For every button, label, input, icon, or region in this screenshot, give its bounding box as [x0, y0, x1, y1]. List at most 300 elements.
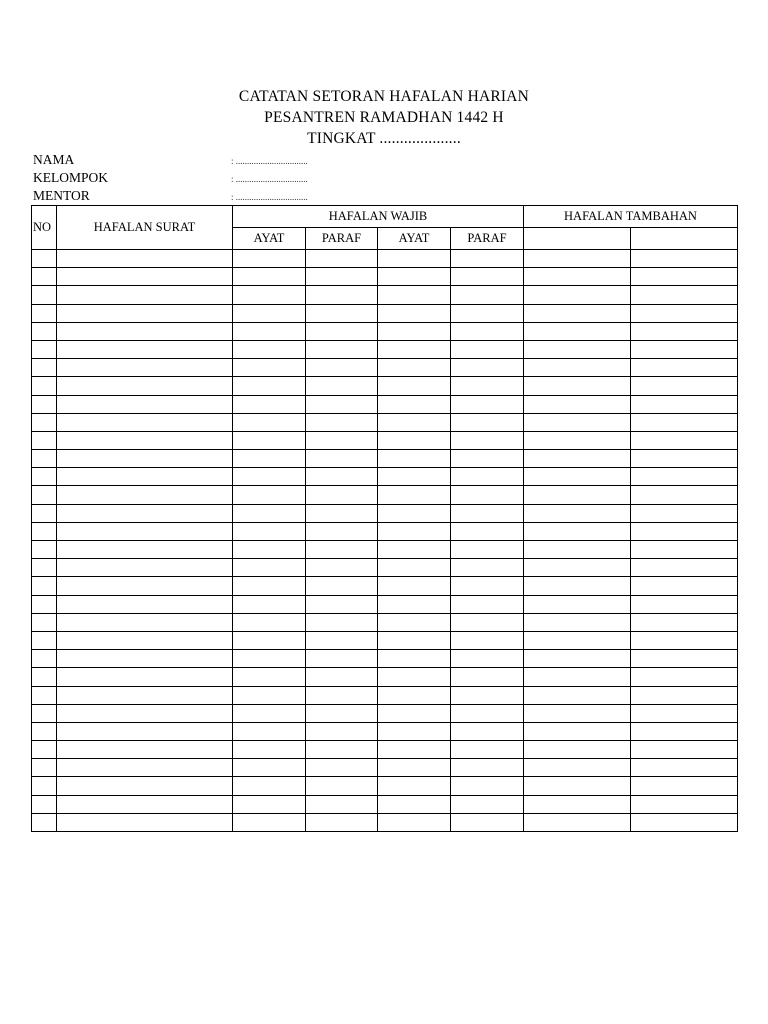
- paraf-2-cell[interactable]: [451, 813, 524, 831]
- tambahan-1-cell[interactable]: [524, 668, 631, 686]
- paraf-2-cell[interactable]: [451, 559, 524, 577]
- paraf-2-cell[interactable]: [451, 486, 524, 504]
- ayat-1-cell[interactable]: [233, 541, 306, 559]
- ayat-1-cell[interactable]: [233, 813, 306, 831]
- tambahan-1-cell[interactable]: [524, 704, 631, 722]
- tambahan-1-cell[interactable]: [524, 577, 631, 595]
- surat-cell[interactable]: [57, 359, 233, 377]
- tambahan-2-cell[interactable]: [631, 795, 738, 813]
- surat-cell[interactable]: [57, 431, 233, 449]
- paraf-1-cell[interactable]: [306, 359, 378, 377]
- table-row: [32, 668, 738, 686]
- tambahan-1-cell[interactable]: [524, 268, 631, 286]
- no-cell[interactable]: [32, 522, 57, 540]
- tambahan-1-cell[interactable]: [524, 650, 631, 668]
- tambahan-1-cell[interactable]: [524, 777, 631, 795]
- surat-cell[interactable]: [57, 686, 233, 704]
- tambahan-1-cell[interactable]: [524, 559, 631, 577]
- tambahan-2-cell[interactable]: [631, 522, 738, 540]
- nama-label: NAMA: [33, 152, 75, 167]
- no-cell[interactable]: [32, 613, 57, 631]
- tambahan-2-cell[interactable]: [631, 304, 738, 322]
- tambahan-2-cell[interactable]: [631, 722, 738, 740]
- paraf-2-cell[interactable]: [451, 340, 524, 358]
- tambahan-1-cell[interactable]: [524, 631, 631, 649]
- surat-cell[interactable]: [57, 795, 233, 813]
- table-row: [32, 304, 738, 322]
- paraf-2-cell[interactable]: [451, 795, 524, 813]
- no-cell[interactable]: [32, 377, 57, 395]
- tambahan-2-cell[interactable]: [631, 468, 738, 486]
- paraf-1-cell[interactable]: [306, 522, 378, 540]
- tambahan-2-cell[interactable]: [631, 668, 738, 686]
- paraf-1-cell[interactable]: [306, 795, 378, 813]
- ayat-2-cell[interactable]: [378, 322, 451, 340]
- paraf-2-cell[interactable]: [451, 722, 524, 740]
- table-row: [32, 268, 738, 286]
- tambahan-1-cell[interactable]: [524, 759, 631, 777]
- document-title: [0, 86, 768, 149]
- no-cell[interactable]: [32, 268, 57, 286]
- paraf-2-cell[interactable]: [451, 450, 524, 468]
- paraf-1-cell[interactable]: [306, 304, 378, 322]
- paraf-2-cell[interactable]: [451, 704, 524, 722]
- surat-cell[interactable]: [57, 286, 233, 304]
- paraf-1-cell[interactable]: [306, 486, 378, 504]
- tambahan-2-cell[interactable]: [631, 359, 738, 377]
- no-cell[interactable]: [32, 704, 57, 722]
- ayat-1-cell[interactable]: [233, 304, 306, 322]
- no-cell[interactable]: [32, 486, 57, 504]
- tambahan-2-cell[interactable]: [631, 377, 738, 395]
- surat-cell[interactable]: [57, 450, 233, 468]
- tambahan-1-cell[interactable]: [524, 322, 631, 340]
- paraf-1-cell[interactable]: [306, 668, 378, 686]
- table-row: [32, 504, 738, 522]
- sub-ayat-1-header: AYAT: [233, 228, 306, 250]
- tambahan-1-cell[interactable]: [524, 795, 631, 813]
- no-cell[interactable]: [32, 340, 57, 358]
- no-cell[interactable]: [32, 595, 57, 613]
- surat-cell[interactable]: [57, 559, 233, 577]
- ayat-1-cell[interactable]: [233, 795, 306, 813]
- ayat-2-cell[interactable]: [378, 286, 451, 304]
- ayat-1-cell[interactable]: [233, 322, 306, 340]
- paraf-1-cell[interactable]: [306, 468, 378, 486]
- ayat-1-cell[interactable]: [233, 668, 306, 686]
- surat-cell[interactable]: [57, 741, 233, 759]
- surat-cell[interactable]: [57, 322, 233, 340]
- info-row-kelompok: [33, 169, 433, 187]
- tambahan-1-cell[interactable]: [524, 613, 631, 631]
- ayat-1-cell[interactable]: [233, 413, 306, 431]
- table-row: [32, 468, 738, 486]
- ayat-1-cell[interactable]: [233, 250, 306, 268]
- ayat-1-cell[interactable]: [233, 613, 306, 631]
- ayat-2-cell[interactable]: [378, 795, 451, 813]
- paraf-1-cell[interactable]: [306, 250, 378, 268]
- ayat-1-cell[interactable]: [233, 559, 306, 577]
- tambahan-1-cell[interactable]: [524, 486, 631, 504]
- col-no-header: NO: [32, 206, 57, 250]
- sub-ayat-2-header: AYAT: [378, 228, 451, 250]
- surat-cell[interactable]: [57, 395, 233, 413]
- tambahan-2-cell[interactable]: [631, 431, 738, 449]
- table-row: [32, 431, 738, 449]
- info-row-mentor: [33, 187, 433, 205]
- no-cell[interactable]: [32, 813, 57, 831]
- tambahan-1-cell[interactable]: [524, 522, 631, 540]
- table-row: [32, 741, 738, 759]
- ayat-2-cell[interactable]: [378, 340, 451, 358]
- no-cell[interactable]: [32, 359, 57, 377]
- tambahan-1-cell[interactable]: [524, 359, 631, 377]
- tambahan-1-cell[interactable]: [524, 595, 631, 613]
- table-row: [32, 359, 738, 377]
- ayat-1-cell[interactable]: [233, 504, 306, 522]
- surat-cell[interactable]: [57, 577, 233, 595]
- ayat-2-cell[interactable]: [378, 413, 451, 431]
- surat-cell[interactable]: [57, 613, 233, 631]
- paraf-1-cell[interactable]: [306, 559, 378, 577]
- surat-cell[interactable]: [57, 650, 233, 668]
- ayat-2-cell[interactable]: [378, 450, 451, 468]
- ayat-2-cell[interactable]: [378, 468, 451, 486]
- table-row: [32, 377, 738, 395]
- paraf-2-cell[interactable]: [451, 613, 524, 631]
- ayat-2-cell[interactable]: [378, 431, 451, 449]
- paraf-2-cell[interactable]: [451, 268, 524, 286]
- tambahan-1-cell[interactable]: [524, 377, 631, 395]
- surat-cell[interactable]: [57, 413, 233, 431]
- table-row: [32, 722, 738, 740]
- surat-cell[interactable]: [57, 595, 233, 613]
- table-row: [32, 795, 738, 813]
- table-row: [32, 541, 738, 559]
- tambahan-2-cell[interactable]: [631, 486, 738, 504]
- surat-cell[interactable]: [57, 304, 233, 322]
- paraf-2-cell[interactable]: [451, 668, 524, 686]
- ayat-1-cell[interactable]: [233, 777, 306, 795]
- ayat-2-cell[interactable]: [378, 813, 451, 831]
- paraf-1-cell[interactable]: [306, 813, 378, 831]
- paraf-1-cell[interactable]: [306, 377, 378, 395]
- ayat-2-cell[interactable]: [378, 268, 451, 286]
- paraf-1-cell[interactable]: [306, 504, 378, 522]
- ayat-2-cell[interactable]: [378, 650, 451, 668]
- table-row: [32, 650, 738, 668]
- ayat-2-cell[interactable]: [378, 668, 451, 686]
- ayat-2-cell[interactable]: [378, 377, 451, 395]
- surat-cell[interactable]: [57, 668, 233, 686]
- table-row: [32, 450, 738, 468]
- student-info: [33, 151, 433, 205]
- ayat-2-cell[interactable]: [378, 595, 451, 613]
- tambahan-2-cell[interactable]: [631, 559, 738, 577]
- paraf-1-cell[interactable]: [306, 650, 378, 668]
- ayat-2-cell[interactable]: [378, 504, 451, 522]
- paraf-1-cell[interactable]: [306, 595, 378, 613]
- table-row: [32, 759, 738, 777]
- tambahan-2-cell[interactable]: [631, 686, 738, 704]
- paraf-1-cell[interactable]: [306, 431, 378, 449]
- table-row: [32, 286, 738, 304]
- tambahan-1-cell[interactable]: [524, 450, 631, 468]
- no-cell[interactable]: [32, 322, 57, 340]
- sub-paraf-2-header: PARAF: [451, 228, 524, 250]
- no-cell[interactable]: [32, 450, 57, 468]
- no-cell[interactable]: [32, 631, 57, 649]
- tambahan-2-cell[interactable]: [631, 650, 738, 668]
- paraf-1-cell[interactable]: [306, 722, 378, 740]
- paraf-2-cell[interactable]: [451, 304, 524, 322]
- no-cell[interactable]: [32, 504, 57, 522]
- paraf-1-cell[interactable]: [306, 286, 378, 304]
- ayat-2-cell[interactable]: [378, 559, 451, 577]
- ayat-2-cell[interactable]: [378, 631, 451, 649]
- table-row: [32, 250, 738, 268]
- mentor-field[interactable]: : ................................: [231, 192, 308, 202]
- ayat-2-cell[interactable]: [378, 577, 451, 595]
- table-row: [32, 486, 738, 504]
- tambahan-1-cell[interactable]: [524, 286, 631, 304]
- paraf-1-cell[interactable]: [306, 741, 378, 759]
- no-cell[interactable]: [32, 286, 57, 304]
- paraf-2-cell[interactable]: [451, 377, 524, 395]
- tambahan-1-cell[interactable]: [524, 431, 631, 449]
- ayat-1-cell[interactable]: [233, 741, 306, 759]
- no-cell[interactable]: [32, 577, 57, 595]
- ayat-2-cell[interactable]: [378, 686, 451, 704]
- tambahan-1-cell[interactable]: [524, 813, 631, 831]
- surat-cell[interactable]: [57, 268, 233, 286]
- paraf-2-cell[interactable]: [451, 577, 524, 595]
- paraf-2-cell[interactable]: [451, 541, 524, 559]
- ayat-2-cell[interactable]: [378, 541, 451, 559]
- tambahan-2-cell[interactable]: [631, 704, 738, 722]
- paraf-1-cell[interactable]: [306, 450, 378, 468]
- tambahan-2-cell[interactable]: [631, 759, 738, 777]
- no-cell[interactable]: [32, 413, 57, 431]
- col-surat-header: HAFALAN SURAT: [57, 206, 233, 250]
- ayat-2-cell[interactable]: [378, 395, 451, 413]
- tambahan-1-cell[interactable]: [524, 304, 631, 322]
- paraf-2-cell[interactable]: [451, 413, 524, 431]
- group-tambahan-header: HAFALAN TAMBAHAN: [524, 206, 738, 228]
- tambahan-2-cell[interactable]: [631, 395, 738, 413]
- no-cell[interactable]: [32, 541, 57, 559]
- paraf-2-cell[interactable]: [451, 322, 524, 340]
- ayat-1-cell[interactable]: [233, 340, 306, 358]
- surat-cell[interactable]: [57, 631, 233, 649]
- ayat-1-cell[interactable]: [233, 486, 306, 504]
- no-cell[interactable]: [32, 559, 57, 577]
- paraf-2-cell[interactable]: [451, 777, 524, 795]
- no-cell[interactable]: [32, 468, 57, 486]
- tambahan-2-cell[interactable]: [631, 577, 738, 595]
- ayat-1-cell[interactable]: [233, 395, 306, 413]
- paraf-1-cell[interactable]: [306, 577, 378, 595]
- ayat-1-cell[interactable]: [233, 759, 306, 777]
- kelompok-label: KELOMPOK: [33, 170, 109, 185]
- ayat-2-cell[interactable]: [378, 304, 451, 322]
- paraf-2-cell[interactable]: [451, 759, 524, 777]
- paraf-2-cell[interactable]: [451, 431, 524, 449]
- paraf-1-cell[interactable]: [306, 613, 378, 631]
- no-cell[interactable]: [32, 741, 57, 759]
- tambahan-2-cell[interactable]: [631, 741, 738, 759]
- no-cell[interactable]: [32, 777, 57, 795]
- surat-cell[interactable]: [57, 777, 233, 795]
- table-row: [32, 322, 738, 340]
- ayat-1-cell[interactable]: [233, 704, 306, 722]
- surat-cell[interactable]: [57, 504, 233, 522]
- tambahan-2-cell[interactable]: [631, 340, 738, 358]
- paraf-2-cell[interactable]: [451, 650, 524, 668]
- table-row: [32, 631, 738, 649]
- surat-cell[interactable]: [57, 250, 233, 268]
- tambahan-1-cell[interactable]: [524, 722, 631, 740]
- table-row: [32, 413, 738, 431]
- ayat-2-cell[interactable]: [378, 250, 451, 268]
- ayat-2-cell[interactable]: [378, 522, 451, 540]
- sub-tambahan-1-header: [524, 228, 631, 250]
- tambahan-1-cell[interactable]: [524, 741, 631, 759]
- tambahan-2-cell[interactable]: [631, 322, 738, 340]
- paraf-1-cell[interactable]: [306, 322, 378, 340]
- tambahan-2-cell[interactable]: [631, 413, 738, 431]
- paraf-1-cell[interactable]: [306, 541, 378, 559]
- tambahan-1-cell[interactable]: [524, 504, 631, 522]
- ayat-1-cell[interactable]: [233, 631, 306, 649]
- tambahan-2-cell[interactable]: [631, 250, 738, 268]
- paraf-2-cell[interactable]: [451, 504, 524, 522]
- surat-cell[interactable]: [57, 468, 233, 486]
- nama-field[interactable]: : ................................: [231, 156, 308, 166]
- tambahan-2-cell[interactable]: [631, 595, 738, 613]
- surat-cell[interactable]: [57, 541, 233, 559]
- paraf-1-cell[interactable]: [306, 395, 378, 413]
- paraf-2-cell[interactable]: [451, 595, 524, 613]
- paraf-1-cell[interactable]: [306, 268, 378, 286]
- paraf-2-cell[interactable]: [451, 686, 524, 704]
- tambahan-2-cell[interactable]: [631, 504, 738, 522]
- no-cell[interactable]: [32, 722, 57, 740]
- no-cell[interactable]: [32, 795, 57, 813]
- ayat-2-cell[interactable]: [378, 704, 451, 722]
- tambahan-2-cell[interactable]: [631, 613, 738, 631]
- paraf-2-cell[interactable]: [451, 395, 524, 413]
- tambahan-2-cell[interactable]: [631, 268, 738, 286]
- ayat-2-cell[interactable]: [378, 359, 451, 377]
- tambahan-2-cell[interactable]: [631, 541, 738, 559]
- paraf-2-cell[interactable]: [451, 359, 524, 377]
- tambahan-2-cell[interactable]: [631, 777, 738, 795]
- sub-paraf-1-header: PARAF: [306, 228, 378, 250]
- ayat-1-cell[interactable]: [233, 377, 306, 395]
- ayat-2-cell[interactable]: [378, 759, 451, 777]
- surat-cell[interactable]: [57, 813, 233, 831]
- paraf-1-cell[interactable]: [306, 759, 378, 777]
- tambahan-1-cell[interactable]: [524, 340, 631, 358]
- no-cell[interactable]: [32, 759, 57, 777]
- ayat-1-cell[interactable]: [233, 286, 306, 304]
- surat-cell[interactable]: [57, 486, 233, 504]
- table-body: [32, 250, 738, 832]
- tambahan-1-cell[interactable]: [524, 250, 631, 268]
- tambahan-2-cell[interactable]: [631, 631, 738, 649]
- tambahan-1-cell[interactable]: [524, 395, 631, 413]
- paraf-2-cell[interactable]: [451, 250, 524, 268]
- ayat-1-cell[interactable]: [233, 268, 306, 286]
- tambahan-1-cell[interactable]: [524, 686, 631, 704]
- surat-cell[interactable]: [57, 377, 233, 395]
- ayat-1-cell[interactable]: [233, 522, 306, 540]
- ayat-2-cell[interactable]: [378, 741, 451, 759]
- surat-cell[interactable]: [57, 759, 233, 777]
- ayat-1-cell[interactable]: [233, 722, 306, 740]
- tambahan-1-cell[interactable]: [524, 541, 631, 559]
- no-cell[interactable]: [32, 395, 57, 413]
- no-cell[interactable]: [32, 650, 57, 668]
- tambahan-1-cell[interactable]: [524, 468, 631, 486]
- kelompok-field[interactable]: : ................................: [231, 174, 308, 184]
- surat-cell[interactable]: [57, 704, 233, 722]
- ayat-2-cell[interactable]: [378, 613, 451, 631]
- paraf-1-cell[interactable]: [306, 413, 378, 431]
- paraf-1-cell[interactable]: [306, 704, 378, 722]
- ayat-1-cell[interactable]: [233, 431, 306, 449]
- no-cell[interactable]: [32, 431, 57, 449]
- ayat-1-cell[interactable]: [233, 686, 306, 704]
- table-row: [32, 577, 738, 595]
- paraf-1-cell[interactable]: [306, 631, 378, 649]
- paraf-1-cell[interactable]: [306, 340, 378, 358]
- title-line-1: CATATAN SETORAN HAFALAN HARIAN: [238, 88, 530, 105]
- no-cell[interactable]: [32, 304, 57, 322]
- ayat-2-cell[interactable]: [378, 777, 451, 795]
- paraf-2-cell[interactable]: [451, 468, 524, 486]
- paraf-2-cell[interactable]: [451, 741, 524, 759]
- tambahan-2-cell[interactable]: [631, 813, 738, 831]
- ayat-2-cell[interactable]: [378, 486, 451, 504]
- paraf-2-cell[interactable]: [451, 522, 524, 540]
- table-row: [32, 595, 738, 613]
- paraf-1-cell[interactable]: [306, 777, 378, 795]
- ayat-1-cell[interactable]: [233, 468, 306, 486]
- paraf-2-cell[interactable]: [451, 286, 524, 304]
- ayat-1-cell[interactable]: [233, 650, 306, 668]
- no-cell[interactable]: [32, 668, 57, 686]
- ayat-1-cell[interactable]: [233, 359, 306, 377]
- info-row-nama: [33, 151, 433, 169]
- surat-cell[interactable]: [57, 340, 233, 358]
- surat-cell[interactable]: [57, 522, 233, 540]
- ayat-1-cell[interactable]: [233, 450, 306, 468]
- tambahan-1-cell[interactable]: [524, 413, 631, 431]
- table-row: [32, 686, 738, 704]
- ayat-2-cell[interactable]: [378, 722, 451, 740]
- ayat-1-cell[interactable]: [233, 595, 306, 613]
- tambahan-2-cell[interactable]: [631, 286, 738, 304]
- paraf-1-cell[interactable]: [306, 686, 378, 704]
- surat-cell[interactable]: [57, 722, 233, 740]
- no-cell[interactable]: [32, 686, 57, 704]
- no-cell[interactable]: [32, 250, 57, 268]
- paraf-2-cell[interactable]: [451, 631, 524, 649]
- tambahan-2-cell[interactable]: [631, 450, 738, 468]
- ayat-1-cell[interactable]: [233, 577, 306, 595]
